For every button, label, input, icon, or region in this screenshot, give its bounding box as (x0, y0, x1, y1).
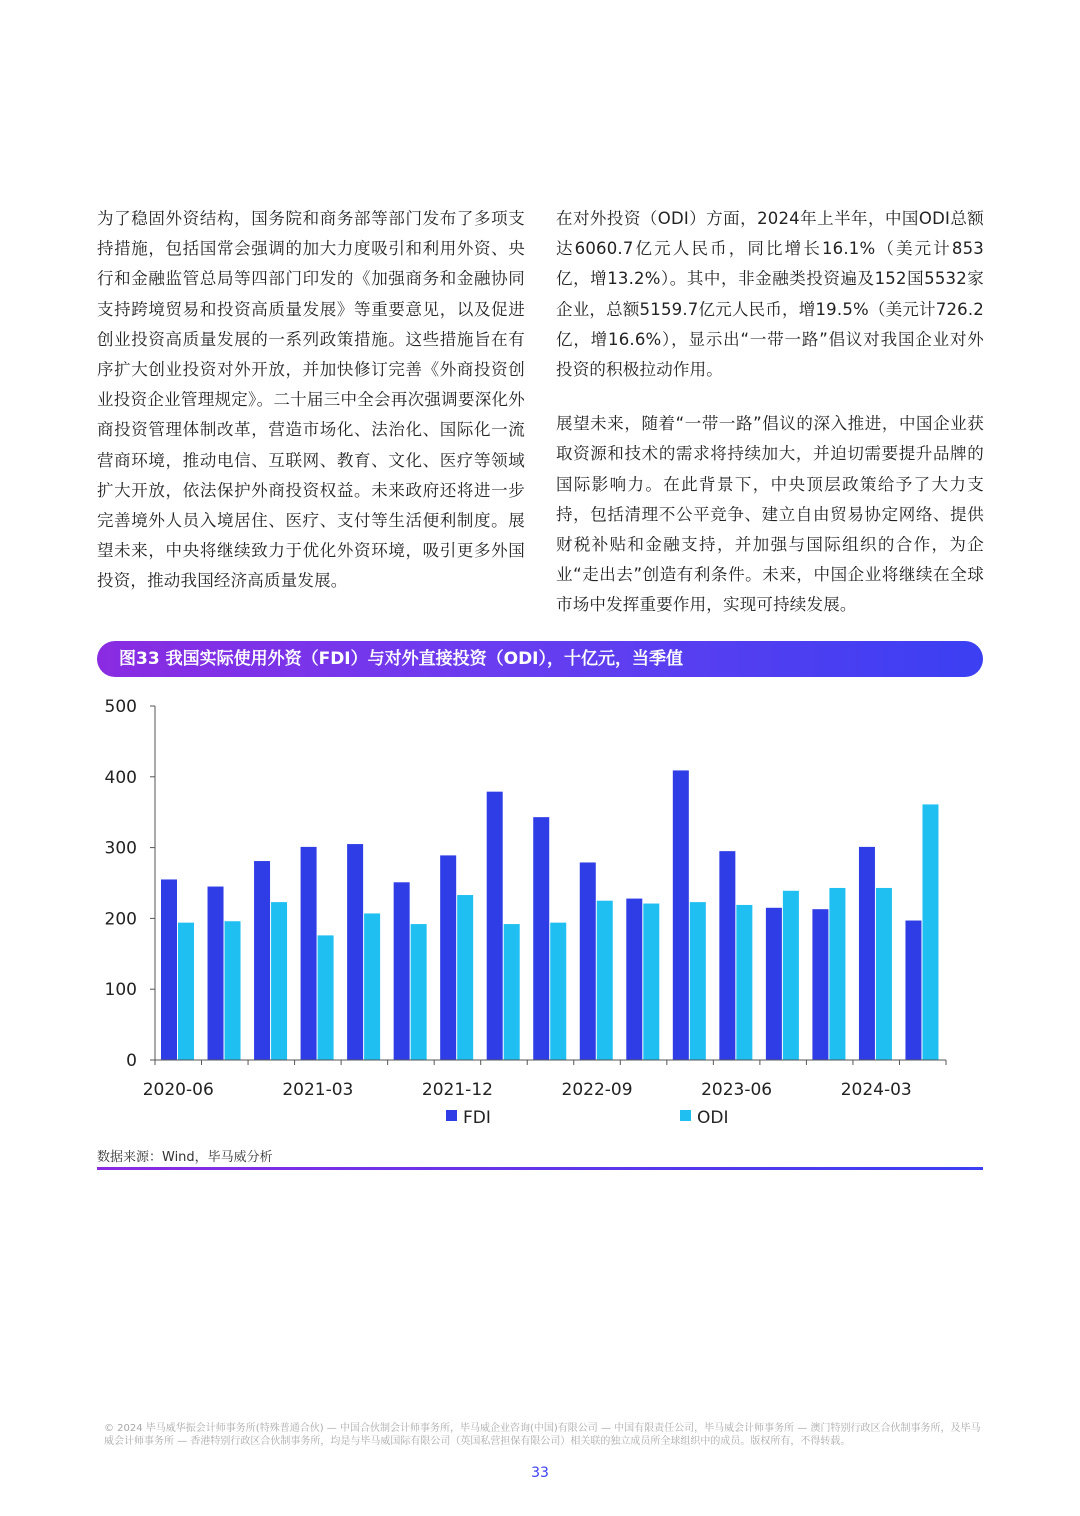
x-tick-label: 2021-12 (421, 1080, 493, 1100)
x-tick-label: 2024-03 (840, 1080, 912, 1100)
x-tick-label: 2020-06 (142, 1080, 214, 1100)
bar-fdi-2021-12 (440, 855, 456, 1060)
bar-fdi-2023-03 (673, 770, 689, 1060)
x-tick-label: 2021-03 (282, 1080, 354, 1100)
bar-odi-2021-12 (457, 895, 473, 1060)
bar-fdi-2023-06 (719, 851, 735, 1060)
bar-odi-2024-03 (876, 888, 892, 1060)
bar-odi-2022-12 (643, 904, 659, 1060)
bar-fdi-2021-06 (347, 844, 363, 1060)
bar-odi-2023-03 (690, 902, 706, 1060)
bar-odi-2022-03 (504, 924, 520, 1060)
bar-fdi-2020-09 (208, 887, 224, 1060)
data-source-note: 数据来源：Wind，毕马威分析 (97, 1150, 273, 1165)
fdi-odi-bar-chart (0, 690, 1080, 1135)
right-paragraph-1: 在对外投资（ODI）方面，2024年上半年，中国ODI总额达6060.7亿元人民币，同比增长16.1%（美元计853亿，增13.2%）。其中，非金融类投资遍及152国5532家企业，总额5159.7亿元人民币，增19.5%（美元计726.2亿，增16.6%），显示出“一带一路”倡议对我国企业对外投资的积极拉动作用。 (556, 209, 984, 380)
bar-odi-2023-09 (783, 891, 799, 1060)
chart-title-banner: 图33 我国实际使用外资（FDI）与对外直接投资（ODI），十亿元，当季值 (97, 641, 983, 677)
bar-odi-2021-09 (411, 924, 427, 1060)
bar-fdi-2020-12 (254, 861, 270, 1060)
bar-fdi-2022-12 (626, 899, 642, 1060)
bar-fdi-2022-06 (533, 817, 549, 1060)
x-tick-label: 2023-06 (701, 1080, 773, 1100)
bar-odi-2020-12 (271, 902, 287, 1060)
bar-fdi-2024-03 (859, 847, 875, 1060)
legend-swatch-fdi (446, 1110, 457, 1121)
bar-odi-2020-09 (225, 921, 241, 1060)
right-paragraph-2: 展望未来，随着“一带一路”倡议的深入推进，中国企业获取资源和技术的需求将持续加大，并迫切需要提升品牌的国际影响力。在此背景下，中央顶层政策给予了大力支持，包括清理不公平竞争、建立自由贸易协定网络、提供财税补贴和金融支持，并加强与国际组织的合作，为企业“走出去”创造有利条件。未来，中国企业将继续在全球市场中发挥重要作用，实现可持续发展。 (556, 414, 984, 615)
y-tick-label: 400 (104, 767, 137, 788)
bar-odi-2024-06 (922, 804, 938, 1060)
bar-fdi-2021-03 (301, 847, 317, 1060)
bar-fdi-2021-09 (394, 882, 410, 1060)
bar-fdi-2023-09 (766, 908, 782, 1060)
left-text-column (97, 204, 525, 621)
bar-odi-2023-06 (736, 905, 752, 1060)
bar-odi-2023-12 (829, 888, 845, 1060)
y-tick-label: 300 (104, 838, 137, 859)
divider-line (97, 1167, 983, 1170)
legend-label-fdi: FDI (463, 1108, 491, 1128)
copyright-footer: © 2024 毕马威华振会计师事务所(特殊普通合伙) — 中国合伙制会计师事务所，毕马威企业咨询(中国)有限公司 — 中国有限责任公司，毕马威会计师事务所 — 澳门特别行政区合伙制事务所，及毕马威会计师事务所 — 香港特别行政区合伙制事务所，均是与毕马威国际有限公司（英国私营担保有限公司）相关联的独立成员所全球组织中的成员。版权所有，不得转载。 (104, 1423, 981, 1447)
bar-odi-2021-03 (318, 935, 334, 1060)
bar-fdi-2020-06 (161, 879, 177, 1060)
y-tick-label: 200 (104, 909, 137, 930)
left-paragraph-1: 为了稳固外资结构，国务院和商务部等部门发布了多项支持措施，包括国常会强调的加大力度吸引和利用外资、央行和金融监管总局等四部门印发的《加强商务和金融协同 支持跨境贸易和投资高质量发展》等重要意见，以及促进创业投资高质量发展的一系列政策措施。这些措施旨在有序扩大创业投资对外开放，并加快修订完善《外商投资创业投资企业管理规定》。二十届三中全会再次强调要深化外商投资管理体制改革，营造市场化、法治化、国际化一流营商环境，推动电信、互联网、教育、文化、医疗等领域扩大开放，依法保护外商投资权益。未来政府还将进一步完善境外人员入境居住、医疗、支付等生活便利制度。展望未来，中央将继续致力于优化外资环境，吸引更多外国投资，推动我国经济高质量发展。 (97, 209, 525, 591)
legend-swatch-odi (680, 1110, 691, 1121)
y-tick-label: 500 (104, 697, 137, 717)
bar-fdi-2023-12 (812, 909, 828, 1060)
bar-odi-2022-09 (597, 901, 613, 1060)
y-tick-label: 0 (126, 1051, 137, 1071)
bar-odi-2020-06 (178, 923, 194, 1060)
y-tick-label: 100 (104, 980, 137, 1001)
bar-odi-2022-06 (550, 923, 566, 1060)
x-tick-label: 2022-09 (561, 1080, 633, 1100)
page-number: 33 (531, 1465, 549, 1481)
bar-fdi-2022-09 (580, 862, 596, 1060)
bar-fdi-2022-03 (487, 792, 503, 1060)
bar-odi-2021-06 (364, 913, 380, 1060)
bar-fdi-2024-06 (905, 921, 921, 1060)
right-text-column (556, 204, 984, 645)
legend-label-odi: ODI (697, 1108, 729, 1128)
